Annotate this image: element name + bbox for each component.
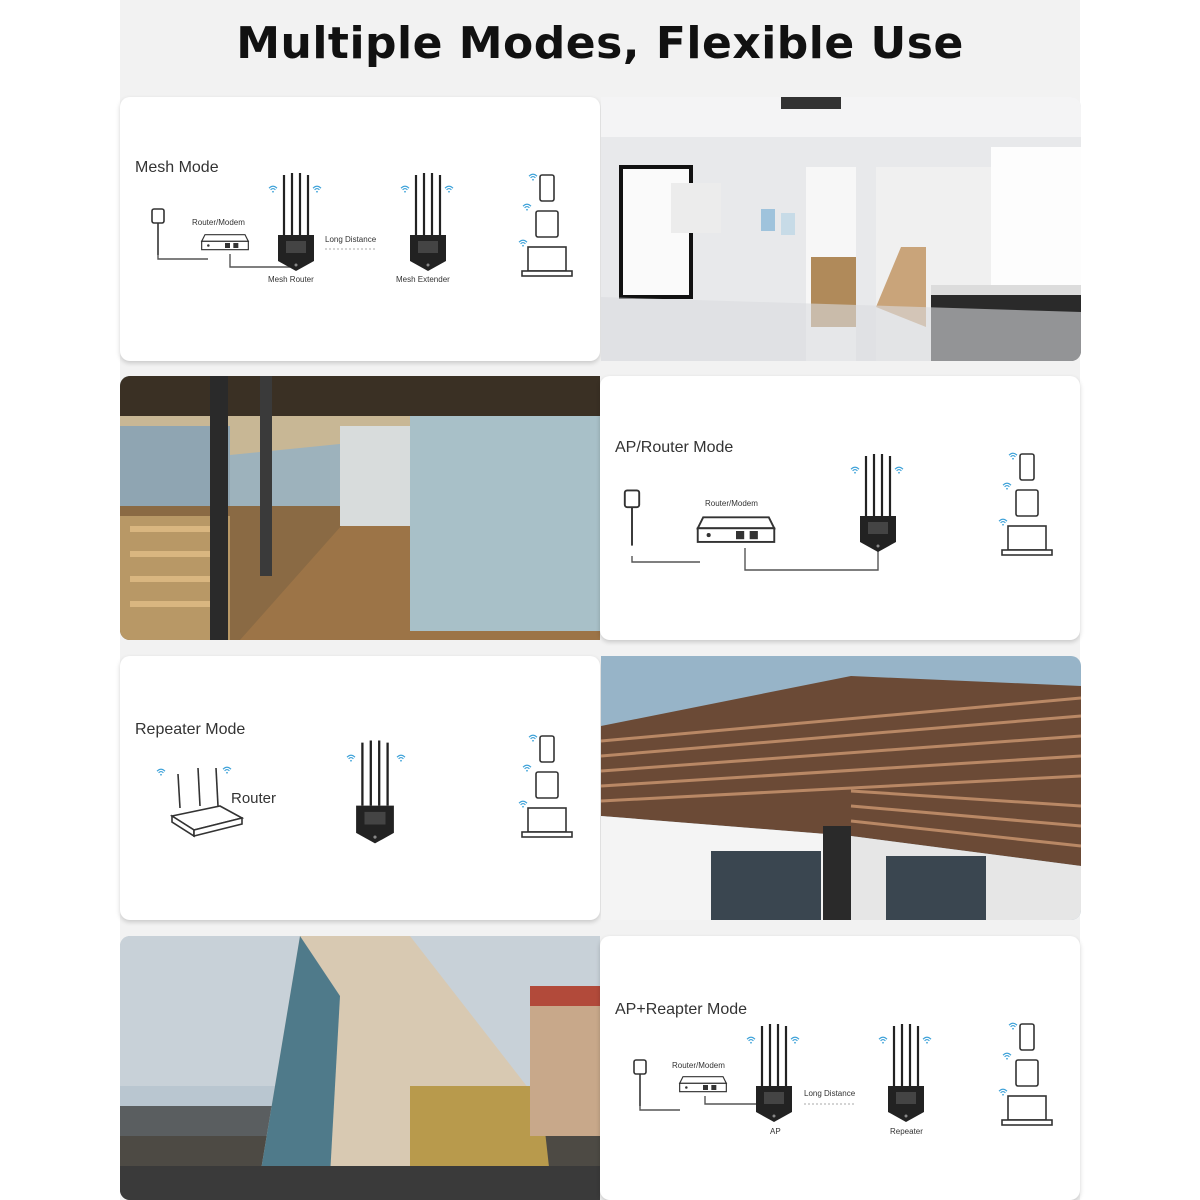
wall-plug-icon (625, 490, 639, 545)
ap-label: AP (770, 1127, 781, 1136)
ap-repeater-router-modem-label: Router/Modem (672, 1061, 725, 1070)
wifi-signal-icon (347, 755, 355, 761)
wifi-signal-icon (445, 186, 453, 192)
client-devices-icon (519, 735, 572, 837)
client-devices-icon (999, 1023, 1052, 1125)
wifi-signal-icon (397, 755, 405, 761)
walkway-photo (120, 376, 600, 640)
wifi-signal-icon (157, 769, 165, 775)
page-title: Multiple Modes, Flexible Use (236, 18, 964, 69)
client-devices-icon (999, 453, 1052, 555)
mesh-mode-diagram (120, 97, 600, 361)
mesh-mode-panel (120, 97, 600, 361)
repeater-mode-diagram (120, 656, 600, 920)
ap-router-mode-diagram (600, 376, 1080, 640)
wifi-signal-icon (851, 467, 859, 473)
ap-repeater-mode-diagram (600, 936, 1080, 1200)
ap-router-mode-panel (600, 376, 1080, 640)
building-photo (120, 936, 600, 1200)
ap-repeater-mode-label: AP+Reapter Mode (615, 1001, 748, 1018)
repeater-mode-panel (120, 656, 600, 920)
wifi-signal-icon (269, 186, 277, 192)
repeater-label: Repeater (890, 1127, 923, 1136)
wifi-signal-icon (879, 1037, 887, 1043)
repeater-mode-label: Repeater Mode (135, 721, 246, 738)
wifi-signal-icon (223, 767, 231, 773)
ap-router-mode-label: AP/Router Mode (615, 439, 734, 456)
mesh-extender-device-icon (410, 173, 446, 271)
ap-repeater-long-distance-label: Long Distance (804, 1089, 856, 1098)
router-modem-icon (202, 235, 249, 250)
router-device-icon (860, 454, 896, 552)
mesh-mode-label: Mesh Mode (135, 159, 219, 176)
ap-router-modem-label: Router/Modem (705, 499, 758, 508)
wifi-signal-icon (747, 1037, 755, 1043)
ap-device-icon (756, 1024, 792, 1122)
mesh-long-distance-label: Long Distance (325, 235, 377, 244)
wall-plug-icon (634, 1060, 646, 1106)
repeater-router-label: Router (231, 790, 277, 807)
repeater-device-icon (356, 741, 394, 844)
repeater-device-icon (888, 1024, 924, 1122)
wall-plug-icon (152, 209, 164, 255)
wifi-signal-icon (401, 186, 409, 192)
mesh-router-device-icon (278, 173, 314, 271)
client-devices-icon (519, 174, 572, 276)
mesh-router-label: Mesh Router (268, 275, 314, 284)
balcony-photo (601, 656, 1081, 920)
ap-repeater-mode-panel (600, 936, 1080, 1200)
wifi-signal-icon (313, 186, 321, 192)
wifi-signal-icon (923, 1037, 931, 1043)
router-modem-icon (680, 1077, 727, 1092)
wifi-signal-icon (791, 1037, 799, 1043)
interior-photo (601, 97, 1081, 361)
router-modem-icon (698, 517, 775, 542)
mesh-extender-label: Mesh Extender (396, 275, 450, 284)
wifi-signal-icon (895, 467, 903, 473)
mesh-router-modem-label: Router/Modem (192, 218, 245, 227)
